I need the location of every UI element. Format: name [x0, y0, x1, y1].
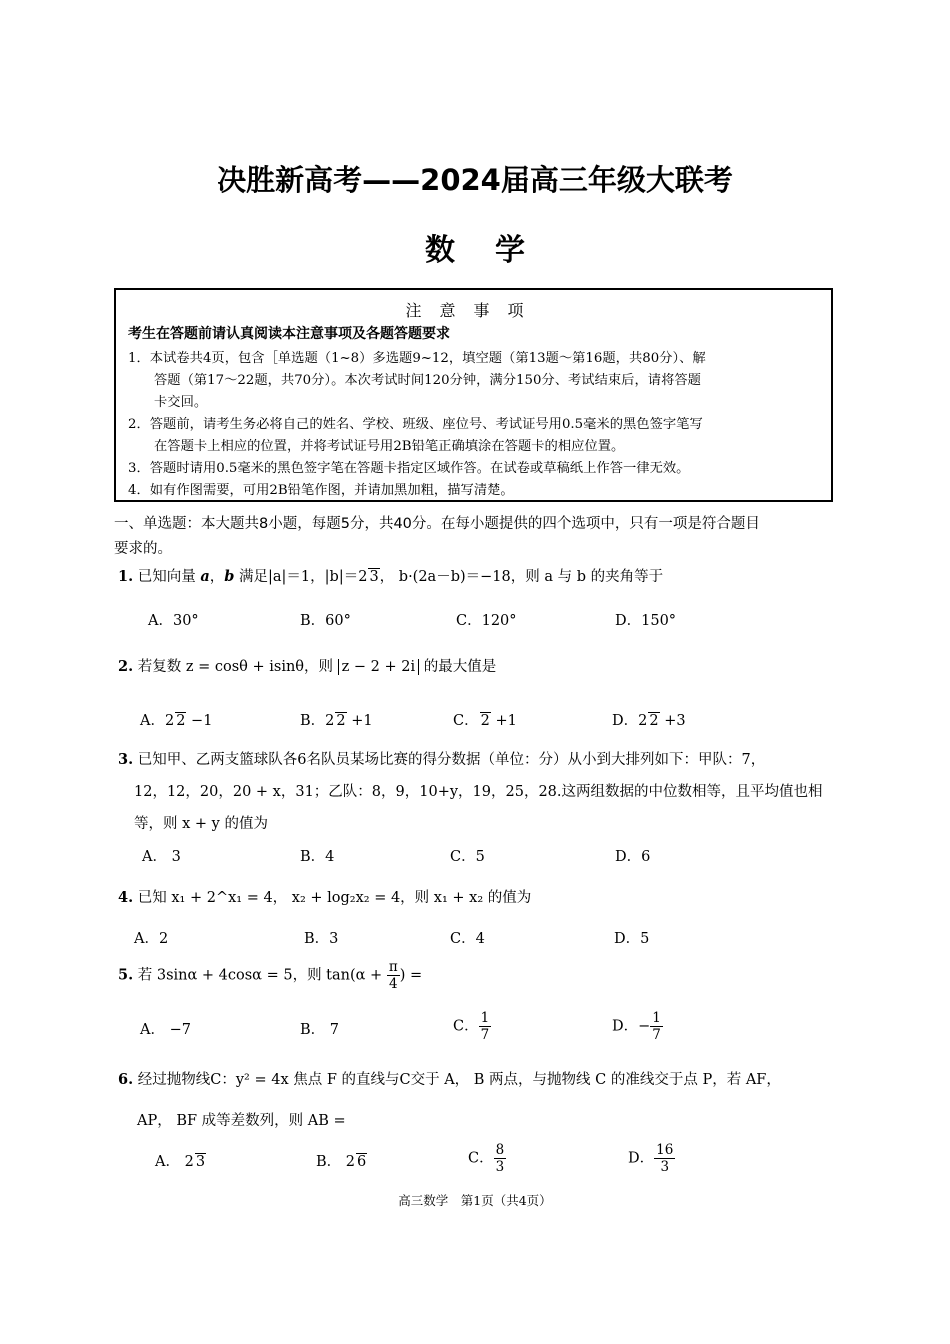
option-d: D．6: [615, 849, 651, 865]
question-2: [118, 655, 496, 676]
frac-num: 8: [495, 1142, 505, 1158]
option-b: B．4: [300, 849, 335, 865]
question-5: [118, 959, 422, 992]
notice-line: 在答题卡上相应的位置，并将考试证号用2B铅笔正确填涂在答题卡的相应位置。: [154, 439, 625, 454]
option-d: D．150°: [615, 613, 677, 629]
section-heading-cont: 要求的。: [114, 541, 172, 557]
frac-num: 16: [656, 1142, 674, 1158]
q2-text: 若复数 z = cosθ + isinθ，则: [137, 659, 334, 675]
option-label: C．: [453, 1018, 479, 1035]
option-b: B．60°: [300, 613, 351, 629]
option-b: B．3: [304, 931, 339, 947]
frac-den: 7: [652, 1027, 661, 1043]
option-root: 2: [480, 713, 490, 729]
option-root: 2: [336, 713, 346, 729]
question-6: [118, 1068, 781, 1089]
q6-line: AP， BF 成等差数列，则 AB =: [137, 1113, 346, 1129]
option-fraction: [479, 1010, 492, 1043]
section-heading: 一、单选题：本大题共8小题，每题5分，共40分。在每小题提供的四个选项中，只有一项是符合题目: [114, 516, 760, 532]
option-a: [155, 1150, 206, 1171]
q1-dot: b·(2a－b)＝−18: [398, 569, 511, 585]
question-number: 5.: [118, 966, 134, 984]
option-d: D．5: [614, 931, 650, 947]
notice-line: 1．本试卷共4页，包含［单选题（1~8）多选题9~12，填空题（第13题～第16题，共80分）、解: [128, 351, 706, 366]
q5-tail: ) =: [399, 967, 423, 984]
option-a: [140, 709, 212, 730]
option-label: B．2: [300, 713, 335, 729]
option-root: 6: [357, 1154, 367, 1170]
option-a: A．30°: [148, 613, 199, 629]
option-c: C．5: [450, 849, 485, 865]
q3-line: 已知甲、乙两支篮球队各6名队员某场比赛的得分数据（单位：分）从小到大排列如下：甲队：7，: [137, 752, 766, 768]
option-d: [612, 709, 686, 730]
notice-box: [114, 288, 833, 502]
question-number: 1.: [118, 568, 134, 585]
q1-cond: 满足|a|＝1，|b|＝2: [239, 569, 368, 585]
notice-line: 答题（第17～22题，共70分）。本次考试时间120分钟，满分150分、考试结束后，请将答题: [154, 373, 701, 388]
option-d: [628, 1142, 675, 1175]
option-label: D．−: [612, 1018, 651, 1035]
q2-abs: z − 2 + 2i: [338, 659, 419, 675]
option-tail: +3: [659, 713, 686, 729]
notice-lead: 考生在答题前请认真阅读本注意事项及各题答题要求: [128, 326, 450, 342]
option-a: A． 3: [142, 849, 181, 865]
q3-line: 12，12，20，20 + x，31；乙队：8，9，10+y，19，25，28.这两组数据的中位数相等，且平均值也相: [134, 784, 823, 800]
q1-cond2: ，: [379, 569, 395, 585]
q3-line: 等，则 x + y 的值为: [134, 816, 268, 832]
notice-line: 卡交回。: [154, 395, 208, 410]
option-a: A．2: [134, 931, 169, 947]
question-number: 2.: [118, 658, 134, 675]
frac-den: 4: [388, 976, 398, 992]
q1-vec-a: a: [200, 568, 210, 585]
question-number: 6.: [118, 1071, 134, 1088]
frac-den: 7: [480, 1027, 490, 1043]
q5-fraction: [387, 959, 400, 992]
option-tail: −1: [186, 713, 213, 729]
option-tail: +1: [490, 713, 517, 729]
notice-line: 4．如有作图需要，可用2B铅笔作图，并请加黑加粗，描写清楚。: [128, 483, 514, 498]
option-fraction: [654, 1142, 675, 1175]
q2-tail: 的最大值是: [423, 659, 497, 675]
notice-line: 3．答题时请用0.5毫米的黑色签字笔在答题卡指定区域作答。在试卷或草稿纸上作答一律无效。: [128, 461, 690, 476]
option-label: C．: [468, 1150, 494, 1167]
frac-num: 1: [652, 1010, 661, 1026]
frac-num: π: [388, 959, 398, 975]
notice-line: 2．答题前，请考生务必将自己的姓名、学校、班级、座位号、考试证号用0.5毫米的黑色签字笔写: [128, 417, 703, 432]
option-label: B． 2: [316, 1154, 355, 1170]
q1-prefix: 已知向量: [137, 569, 196, 585]
option-a: A． −7: [140, 1022, 191, 1038]
option-b: B． 7: [300, 1022, 339, 1038]
option-b: [300, 709, 373, 730]
option-c: [453, 1010, 491, 1043]
notice-title: 注意事项: [405, 301, 542, 320]
option-root: 2: [649, 713, 659, 729]
q1-sep: ，: [209, 569, 225, 585]
q6-line: 经过抛物线C：y² = 4x 焦点 F 的直线与C交于 A， B 两点，与抛物线 C 的准线交于点 P，若 AF，: [137, 1072, 781, 1088]
option-label: A． 2: [155, 1154, 194, 1170]
question-3: [118, 748, 765, 769]
q1-vec-b: b: [224, 568, 235, 585]
option-d: [612, 1010, 663, 1043]
option-root: 2: [176, 713, 186, 729]
q1-tail: ，则 a 与 b 的夹角等于: [510, 569, 664, 585]
option-c: [468, 1142, 506, 1175]
option-fraction: [494, 1142, 507, 1175]
option-label: D．2: [612, 713, 648, 729]
option-b: [316, 1150, 367, 1171]
option-label: A．2: [140, 713, 175, 729]
option-label: D．: [628, 1150, 655, 1167]
option-tail: +1: [346, 713, 373, 729]
subject-title: 数学: [425, 233, 565, 268]
page-footer: 高三数学 第1页（共4页）: [398, 1193, 552, 1208]
frac-den: 3: [660, 1159, 670, 1175]
q4-text: 已知 x₁ + 2^x₁ = 4， x₂ + log₂x₂ = 4，则 x₁ + x₂ 的值为: [137, 890, 532, 906]
option-c: [453, 709, 517, 730]
frac-den: 3: [495, 1159, 505, 1175]
question-1: [118, 565, 663, 586]
q1-sqrt: 3: [369, 569, 379, 585]
q5-text: 若 3sinα + 4cosα = 5，则 tan(α +: [137, 967, 383, 984]
question-4: [118, 886, 531, 907]
option-label: C．: [453, 713, 479, 729]
option-c: C．120°: [456, 613, 517, 629]
question-number: 3.: [118, 751, 134, 768]
question-number: 4.: [118, 889, 134, 906]
option-fraction: [650, 1010, 663, 1043]
frac-num: 1: [480, 1010, 490, 1026]
option-c: C．4: [450, 931, 485, 947]
option-root: 3: [195, 1154, 206, 1170]
page-title: 决胜新高考——2024届高三年级大联考: [217, 163, 733, 197]
